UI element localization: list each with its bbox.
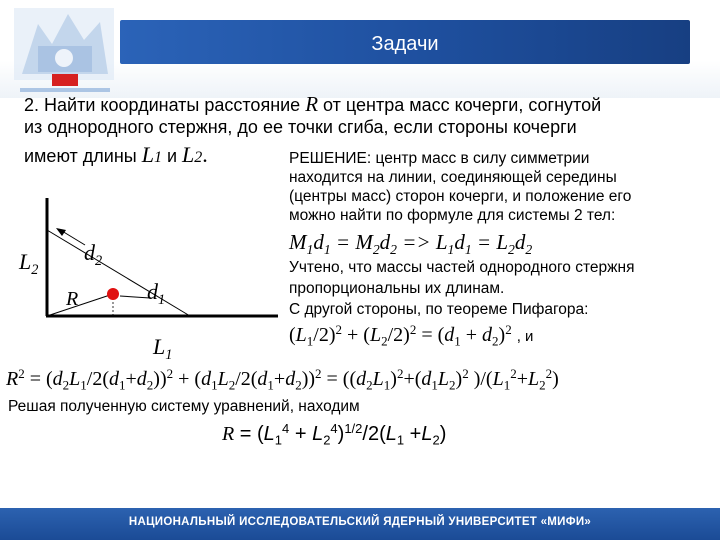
university-name: НАЦИОНАЛЬНЫЙ ИССЛЕДОВАТЕЛЬСКИЙ ЯДЕРНЫЙ УНИВЕРСИТЕТ «МИФИ» — [128, 516, 592, 528]
solution-line-5: Учтено, что массы частей однородного стержня — [289, 259, 635, 276]
solution-line-8: Решая полученную систему уравнений, находим — [8, 398, 360, 415]
r-segment — [47, 294, 113, 316]
equation-pythagoras: $(L_1/2)^2 + (L_2/2)^2 = (d_1 + d_2)^2$ , и — [289, 322, 534, 349]
d2-arrow-line — [62, 231, 85, 245]
solution-line-7: С другой стороны, по теореме Пифагора: — [289, 301, 589, 318]
task-line-3: имеют длины L1 и L2. — [24, 142, 208, 167]
label-d2: $d_2$ — [84, 240, 103, 269]
label-l1: $L_1$ — [153, 334, 173, 363]
equation-result: $R = (L_1^4 + L_2^4)^{1/2}/2(L_1 +L_2)$ — [222, 421, 447, 448]
d1-pointer — [120, 296, 150, 298]
mephi-logo-icon — [8, 4, 120, 96]
equation-moments: $M_1d_1 = M_2d_2 => L_1d_1 = L_2d_2$ — [289, 230, 533, 257]
solution-line-2: находится на линии, соединяющей середины — [289, 169, 617, 186]
solution-line-3: (центры масс) сторон кочерги, и положение его — [289, 188, 632, 205]
label-l2: $L_2$ — [19, 249, 39, 278]
equation-r-squared: $R^2 = (d_2L_1/2(d_1+d_2))^2 + (d_1L_2/2(d_1+d_2))^2 = ((d_2L_1)^2+(d_1L_2)^2$ )$/(L_1^2+L_2^2)$ — [6, 366, 559, 393]
solution-line-6: пропорциональны их длинам. — [289, 280, 505, 297]
solution-line-4: можно найти по формуле для системы 2 тел: — [289, 207, 616, 224]
solution-line-1: РЕШЕНИЕ: центр масс в силу симметрии — [289, 150, 590, 167]
task-line-2: из однородного стержня, до ее точки сгиба, если стороны кочерги — [24, 117, 577, 137]
task-line-1: 2. Найти координаты расстояние R от центра масс кочерги, согнутой — [24, 92, 602, 116]
label-r: R — [66, 288, 79, 310]
label-d1: $d_1$ — [147, 279, 166, 308]
d2-arrowhead — [56, 228, 66, 236]
center-of-mass-dot — [107, 288, 119, 300]
slide-title: Задачи — [371, 33, 439, 55]
